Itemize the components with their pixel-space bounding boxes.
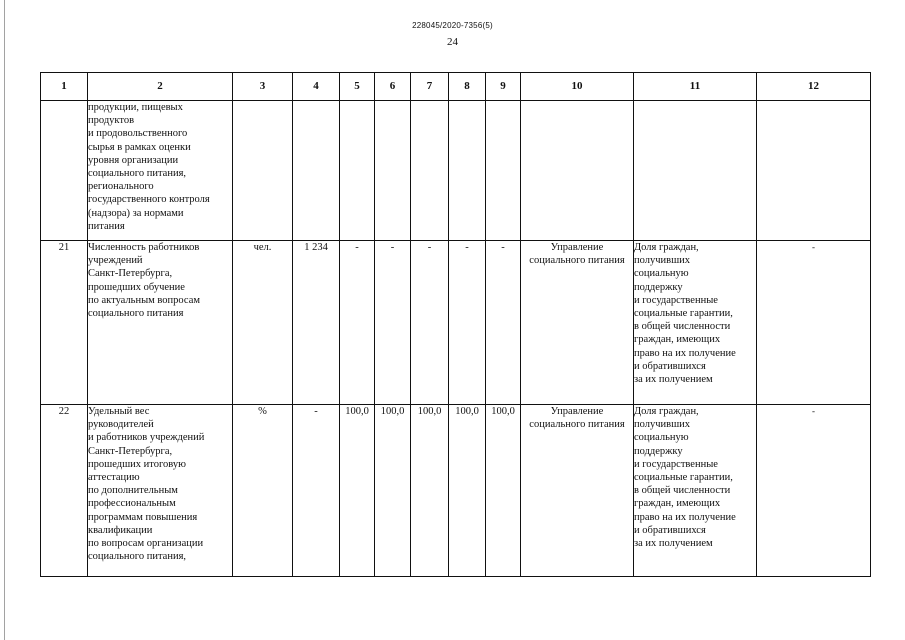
- value-cell-6: 100,0: [375, 405, 411, 577]
- responsible-cell: [521, 241, 634, 405]
- text-line: поддержку: [634, 445, 683, 457]
- text-line: поддержку: [634, 281, 683, 293]
- text-line: питания: [88, 220, 125, 232]
- indicator-name-cell: [88, 405, 233, 577]
- indicator-name-cell: [88, 241, 233, 405]
- text-line: по вопросам организации: [88, 538, 204, 550]
- text-line: социальную: [634, 432, 689, 444]
- text-line: получивших: [634, 419, 691, 431]
- table-row-22: [41, 405, 871, 577]
- value-cell-8: 100,0: [449, 405, 486, 577]
- value-cell-5: 100,0: [340, 405, 375, 577]
- continued-indicator-cell: [88, 101, 233, 241]
- value-cell-9: 100,0: [486, 405, 521, 577]
- text-line: уровня организации: [88, 154, 179, 166]
- text-line: прошедших обучение: [88, 281, 185, 293]
- unit-cell: чел.: [233, 241, 293, 405]
- cell-empty: [340, 101, 375, 241]
- col-header-1: 1: [41, 73, 88, 101]
- text-line: государственного контроля: [88, 194, 210, 206]
- table-row-continuation: [41, 101, 871, 241]
- value-cell-8: -: [449, 241, 486, 405]
- text-line: учреждений: [88, 255, 143, 267]
- col-header-2: 2: [88, 73, 233, 101]
- col-header-8: 8: [449, 73, 486, 101]
- text-line: сырья в рамках оценки: [88, 141, 191, 153]
- col-header-12: 12: [757, 73, 871, 101]
- value-cell-12: -: [757, 405, 871, 577]
- text-line: и обратившихся: [634, 524, 706, 536]
- text-line: за их получением: [634, 538, 713, 550]
- text-line: и работников учреждений: [88, 432, 205, 444]
- text-line: получивших: [634, 255, 691, 267]
- text-line: в общей численности: [634, 485, 731, 497]
- cell-empty: [41, 101, 88, 241]
- cell-empty: [521, 101, 634, 241]
- text-line: и продовольственного: [88, 128, 188, 140]
- text-line: (надзора) за нормами: [88, 207, 184, 219]
- goal-indicator-cell: [634, 241, 757, 405]
- cell-empty: [233, 101, 293, 241]
- col-header-5: 5: [340, 73, 375, 101]
- row-number: 21: [41, 241, 88, 405]
- text-line: продукции, пищевых: [88, 102, 183, 113]
- text-line: социальную: [634, 268, 689, 280]
- row-number: 22: [41, 405, 88, 577]
- text-line: продуктов: [88, 115, 135, 127]
- text-line: право на их получение: [634, 347, 736, 359]
- col-header-9: 9: [486, 73, 521, 101]
- text-line: социального питания,: [88, 168, 187, 180]
- cell-empty: [293, 101, 340, 241]
- col-header-3: 3: [233, 73, 293, 101]
- value-cell-4: 1 234: [293, 241, 340, 405]
- text-line: граждан, имеющих: [634, 334, 721, 346]
- value-cell-9: -: [486, 241, 521, 405]
- value-cell-7: 100,0: [411, 405, 449, 577]
- text-line: социальные гарантии,: [634, 308, 733, 320]
- text-line: и государственные: [634, 294, 718, 306]
- text-line: и государственные: [634, 458, 718, 470]
- text-line: социального питания: [88, 308, 184, 320]
- text-line: граждан, имеющих: [634, 498, 721, 510]
- text-line: Численность работников: [88, 242, 200, 253]
- text-line: по актуальным вопросам: [88, 294, 201, 306]
- text-line: регионального: [88, 181, 154, 193]
- text-line: Санкт-Петербурга,: [88, 445, 173, 457]
- text-line: квалификации: [88, 524, 153, 536]
- value-cell-5: -: [340, 241, 375, 405]
- cell-empty: [375, 101, 411, 241]
- table-header-row: [41, 73, 871, 101]
- table-row-21: [41, 241, 871, 405]
- value-cell-4: -: [293, 405, 340, 577]
- cell-empty: [757, 101, 871, 241]
- responsible-cell: [521, 405, 634, 577]
- text-line: прошедших итоговую: [88, 458, 186, 470]
- text-line: аттестацию: [88, 472, 140, 484]
- text-line: и обратившихся: [634, 360, 706, 372]
- text-line: за их получением: [634, 374, 713, 386]
- col-header-4: 4: [293, 73, 340, 101]
- col-header-10: 10: [521, 73, 634, 101]
- text-line: профессиональным: [88, 498, 176, 510]
- unit-cell: %: [233, 405, 293, 577]
- text-line: социального питания,: [88, 551, 187, 563]
- text-line: Управление: [550, 242, 604, 253]
- scan-edge-line: [4, 0, 5, 640]
- cell-empty: [449, 101, 486, 241]
- text-line: право на их получение: [634, 511, 736, 523]
- value-cell-12: -: [757, 241, 871, 405]
- value-cell-7: -: [411, 241, 449, 405]
- text-line: Доля граждан,: [634, 406, 699, 417]
- text-line: социального питания: [529, 419, 625, 431]
- indicators-table: [40, 72, 871, 577]
- col-header-11: 11: [634, 73, 757, 101]
- text-line: социального питания: [529, 255, 625, 267]
- text-line: руководителей: [88, 419, 154, 431]
- text-line: в общей численности: [634, 321, 731, 333]
- text-line: Управление: [550, 406, 604, 417]
- text-line: по дополнительным: [88, 485, 178, 497]
- value-cell-6: -: [375, 241, 411, 405]
- cell-empty: [486, 101, 521, 241]
- cell-empty: [411, 101, 449, 241]
- col-header-7: 7: [411, 73, 449, 101]
- text-line: социальные гарантии,: [634, 472, 733, 484]
- document-id: 228045/2020-7356(5): [412, 21, 493, 30]
- goal-indicator-cell: [634, 405, 757, 577]
- cell-empty: [634, 101, 757, 241]
- text-line: Удельный вес: [88, 406, 150, 417]
- text-line: Доля граждан,: [634, 242, 699, 253]
- col-header-6: 6: [375, 73, 411, 101]
- page-number: 24: [447, 36, 458, 48]
- text-line: программам повышения: [88, 511, 198, 523]
- text-line: Санкт-Петербурга,: [88, 268, 173, 280]
